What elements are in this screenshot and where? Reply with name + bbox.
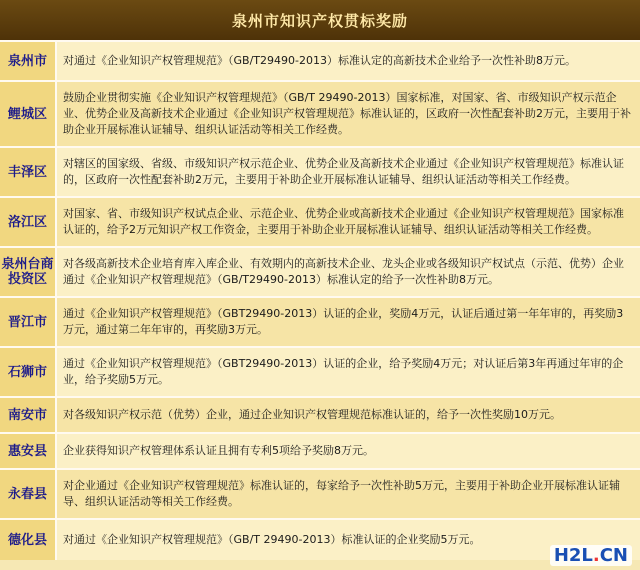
table-row: [0, 196, 640, 246]
region-cell: 丰泽区: [0, 148, 57, 196]
policy-text: 对国家、省、市级知识产权试点企业、示范企业、优势企业或高新技术企业通过《企业知识产权管理规范》国家标准认证的，给予2万元知识产权工作资金，主要用于补助企业开展标准认证辅导、组织认证活动等相关工作经费。: [57, 198, 640, 246]
policy-text: 鼓励企业贯彻实施《企业知识产权管理规范》（GB/T 29490-2013）国家标准，对国家、省、市级知识产权示范企业、优势企业及高新技术企业通过《企业知识产权管理规范》标准认证的，区政府一次性配套补助2万元，主要用于补助企业开展标准认证辅导、组织认证活动等相关工作经费。: [57, 82, 640, 146]
table-row: [0, 396, 640, 432]
page-title: 泉州市知识产权贯标奖励: [0, 0, 640, 40]
table-row: [0, 468, 640, 518]
region-cell: 永春县: [0, 470, 57, 518]
table-row: [0, 246, 640, 296]
region-cell: 德化县: [0, 520, 57, 560]
policy-text: 对通过《企业知识产权管理规范》（GB/T29490-2013）标准认定的高新技术企业给予一次性补助8万元。: [57, 42, 640, 80]
policy-text: 通过《企业知识产权管理规范》（GBT29490-2013）认证的企业，奖励4万元，认证后通过第一年年审的，再奖励3万元，通过第二年年审的，再奖励3万元。: [57, 298, 640, 346]
policy-text: 对各级高新技术企业培育库入库企业、有效期内的高新技术企业、龙头企业或各级知识产权试点（示范、优势）企业通过《企业知识产权管理规范》（GB/T29490-2013）标准认定的给予一次性补助8万元。: [57, 248, 640, 296]
policy-text: 通过《企业知识产权管理规范》（GBT29490-2013）认证的企业，给予奖励4万元；对认证后第3年再通过年审的企业，给予奖励5万元。: [57, 348, 640, 396]
reward-table: [0, 40, 640, 560]
region-cell: 泉州台商投资区: [0, 248, 57, 296]
watermark-dot: .: [592, 545, 600, 566]
region-cell: 鲤城区: [0, 82, 57, 146]
site-watermark-logo: [550, 545, 632, 566]
watermark-suffix: CN: [599, 545, 628, 566]
table-row: [0, 146, 640, 196]
policy-text: 对通过《企业知识产权管理规范》（GB/T 29490-2013）标准认证的企业奖励5万元。: [57, 520, 640, 560]
table-row: [0, 296, 640, 346]
region-cell: 洛江区: [0, 198, 57, 246]
table-row: [0, 40, 640, 80]
policy-text: 对辖区的国家级、省级、市级知识产权示范企业、优势企业及高新技术企业通过《企业知识产权管理规范》标准认证的，区政府一次性配套补助2万元，主要用于补助企业开展标准认证辅导、组织认证活动等相关工作经费。: [57, 148, 640, 196]
table-row: [0, 80, 640, 146]
table-row: [0, 432, 640, 468]
policy-text: 企业获得知识产权管理体系认证且拥有专利5项给予奖励8万元。: [57, 434, 640, 468]
policy-text: 对企业通过《企业知识产权管理规范》标准认证的，每家给予一次性补助5万元，主要用于补助企业开展标准认证辅导、组织认证活动等相关工作经费。: [57, 470, 640, 518]
region-cell: 泉州市: [0, 42, 57, 80]
table-row: [0, 346, 640, 396]
region-cell: 南安市: [0, 398, 57, 432]
region-cell: 晋江市: [0, 298, 57, 346]
table-row: [0, 518, 640, 560]
watermark-prefix: H2L: [553, 545, 593, 566]
region-cell: 石狮市: [0, 348, 57, 396]
policy-text: 对各级知识产权示范（优势）企业，通过企业知识产权管理规范标准认证的，给予一次性奖励10万元。: [57, 398, 640, 432]
region-cell: 惠安县: [0, 434, 57, 468]
